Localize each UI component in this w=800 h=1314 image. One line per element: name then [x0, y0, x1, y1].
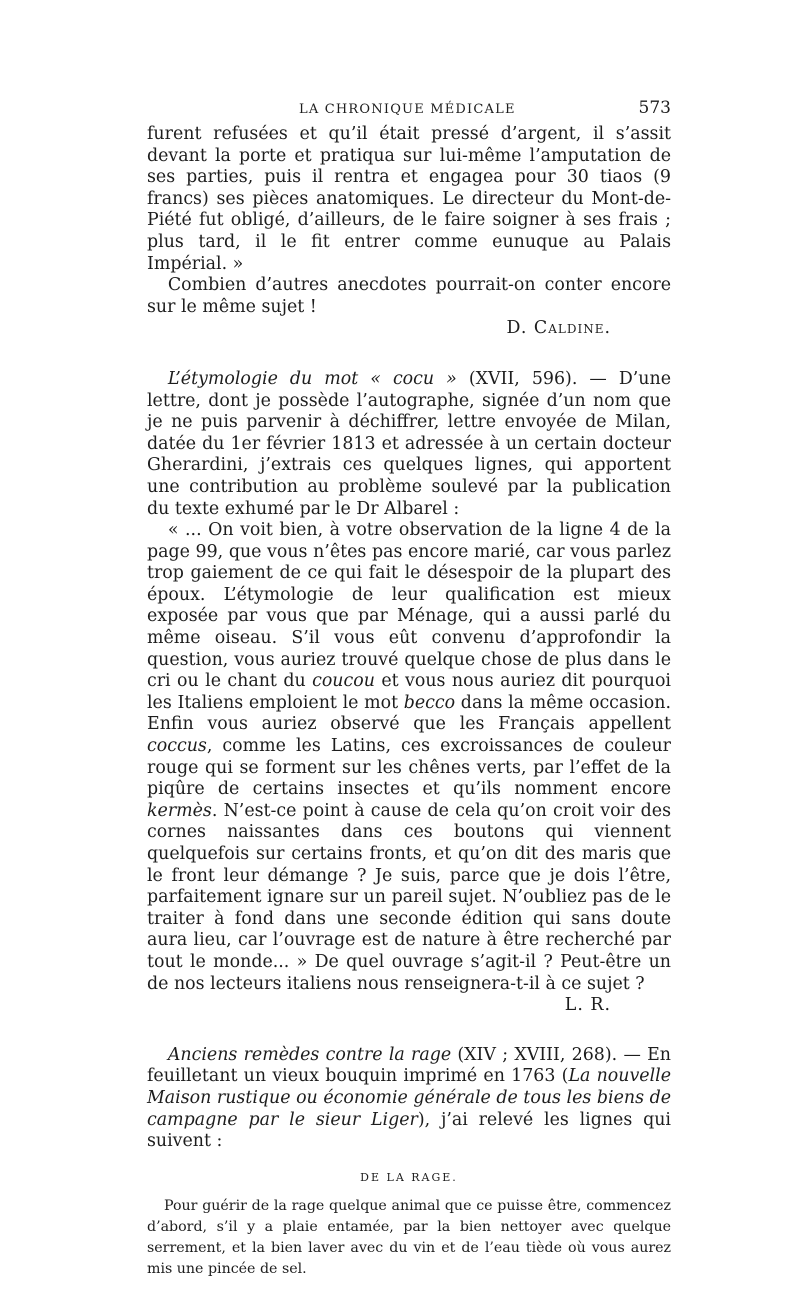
- book-title: La nouvelle Maison rustique ou économie générale de tous les biens de campagne par le sieur Liger: [147, 1066, 671, 1130]
- signature-caldine: D. Caldine.: [506, 318, 611, 339]
- section-text-etymologie: (XVII, 596). — D’une lettre, dont je possède l’autographe, signée d’un nom que je ne puis parvenir à déchiffrer, lettre envoyée de Milan, datée du 1er février 1813 et adressée à un certain docteur Gherardini, j’extrais ces quelques lignes, qui apportent une contribution au problème soulevé par la publication du texte exhumé par le Dr Albarel :: [147, 368, 671, 519]
- section-rage: [147, 1045, 671, 1153]
- quote-word-becco: becco: [403, 692, 456, 713]
- paragraph-remedy: Pour guérir de la rage quelque animal que ce puisse être, commencez d’abord, s’il y a plaie entamée, par la bien nettoyer avec quelque serrement, et la bien laver avec du vin et de l’eau tiède où vous aurez mis une pincée de sel.: [147, 1198, 671, 1278]
- letter-quote: [147, 520, 671, 995]
- quote-part-b: et vous nous auriez dit pourquoi les Italiens emploient le mot: [147, 671, 671, 713]
- quote-part-e: . N’est-ce point à cause de cela qu’on croit voir des cornes naissantes dans ces boutons qui viennent quelquefois sur certains fronts, et qu’on dit des maris que le front leur démange ? Je suis, parce que je dois l’être, parfaitement ignare sur un pareil sujet. N’oubliez pas de le traiter à fond dans une seconde édition qui sans doute aura lieu, car l’ouvrage est de nature à être recherché par tout le monde... » De quel ouvrage s’agit-il ? Peut-être un de nos lecteurs italiens nous renseignera-t-il à ce sujet ?: [147, 800, 671, 994]
- subheading-de-la-rage: DE LA RAGE.: [360, 1170, 458, 1184]
- quote-part-a: « ... On voit bien, à votre observation de la ligne 4 de la page 99, que vous n’êtes pas encore marié, car vous parlez trop gaiement de ce qui fait le désespoir de la plupart des époux. L’étymologie de leur qualification est mieux exposée par vous que par Ménage, qui a aussi parlé du même oiseau. S’il vous eût convenu d’approfondir la question, vous auriez trouvé quelque chose de plus dans le cri ou le chant du: [147, 520, 671, 692]
- quote-word-coccus: coccus: [147, 736, 207, 757]
- page-header: [147, 98, 671, 124]
- quote-word-kermes: kermès: [147, 800, 212, 821]
- quote-part-c: dans la même occasion. Enfin vous auriez observé que les Français appellent: [147, 692, 671, 735]
- paragraph-anecdotes: Combien d’autres anecdotes pourrait-on conter encore sur le même sujet !: [147, 275, 671, 317]
- signature-lr: L. R.: [564, 995, 611, 1016]
- quote-part-d: , comme les Latins, ces excroissances de couleur rouge qui se forment sur les chênes verts, par l’effet de la piqûre de certains insectes et qu’ils nomment encore: [147, 736, 671, 800]
- page-body: [147, 124, 671, 1280]
- paragraph-continued: furent refusées et qu’il était pressé d’argent, il s’assit devant la porte et pratiqua sur lui-même l’amputation de ses parties, puis il rentra et engagea pour 30 tiaos (9 francs) ses pièces anatomiques. Le directeur du Mont-de-Piété fut obligé, d’ailleurs, de le faire soigner à ses frais ; plus tard, il le fit entrer comme eunuque au Palais Impérial. »: [147, 124, 671, 274]
- section-text-rage-a: (XIV ; XVIII, 268). — En feuilletant un vieux bouquin imprimé en 1763 (: [147, 1044, 671, 1087]
- section-title-rage: Anciens remèdes contre la rage: [167, 1044, 452, 1065]
- section-title-etymologie: L’étymologie du mot « cocu »: [167, 368, 457, 389]
- section-etymologie: [147, 369, 671, 520]
- quote-word-coucou: coucou: [312, 671, 375, 692]
- page-number: 573: [638, 98, 671, 118]
- running-title: LA CHRONIQUE MÉDICALE: [299, 102, 516, 117]
- section-text-rage-b: ), j’ai relevé les lignes qui suivent :: [147, 1109, 671, 1152]
